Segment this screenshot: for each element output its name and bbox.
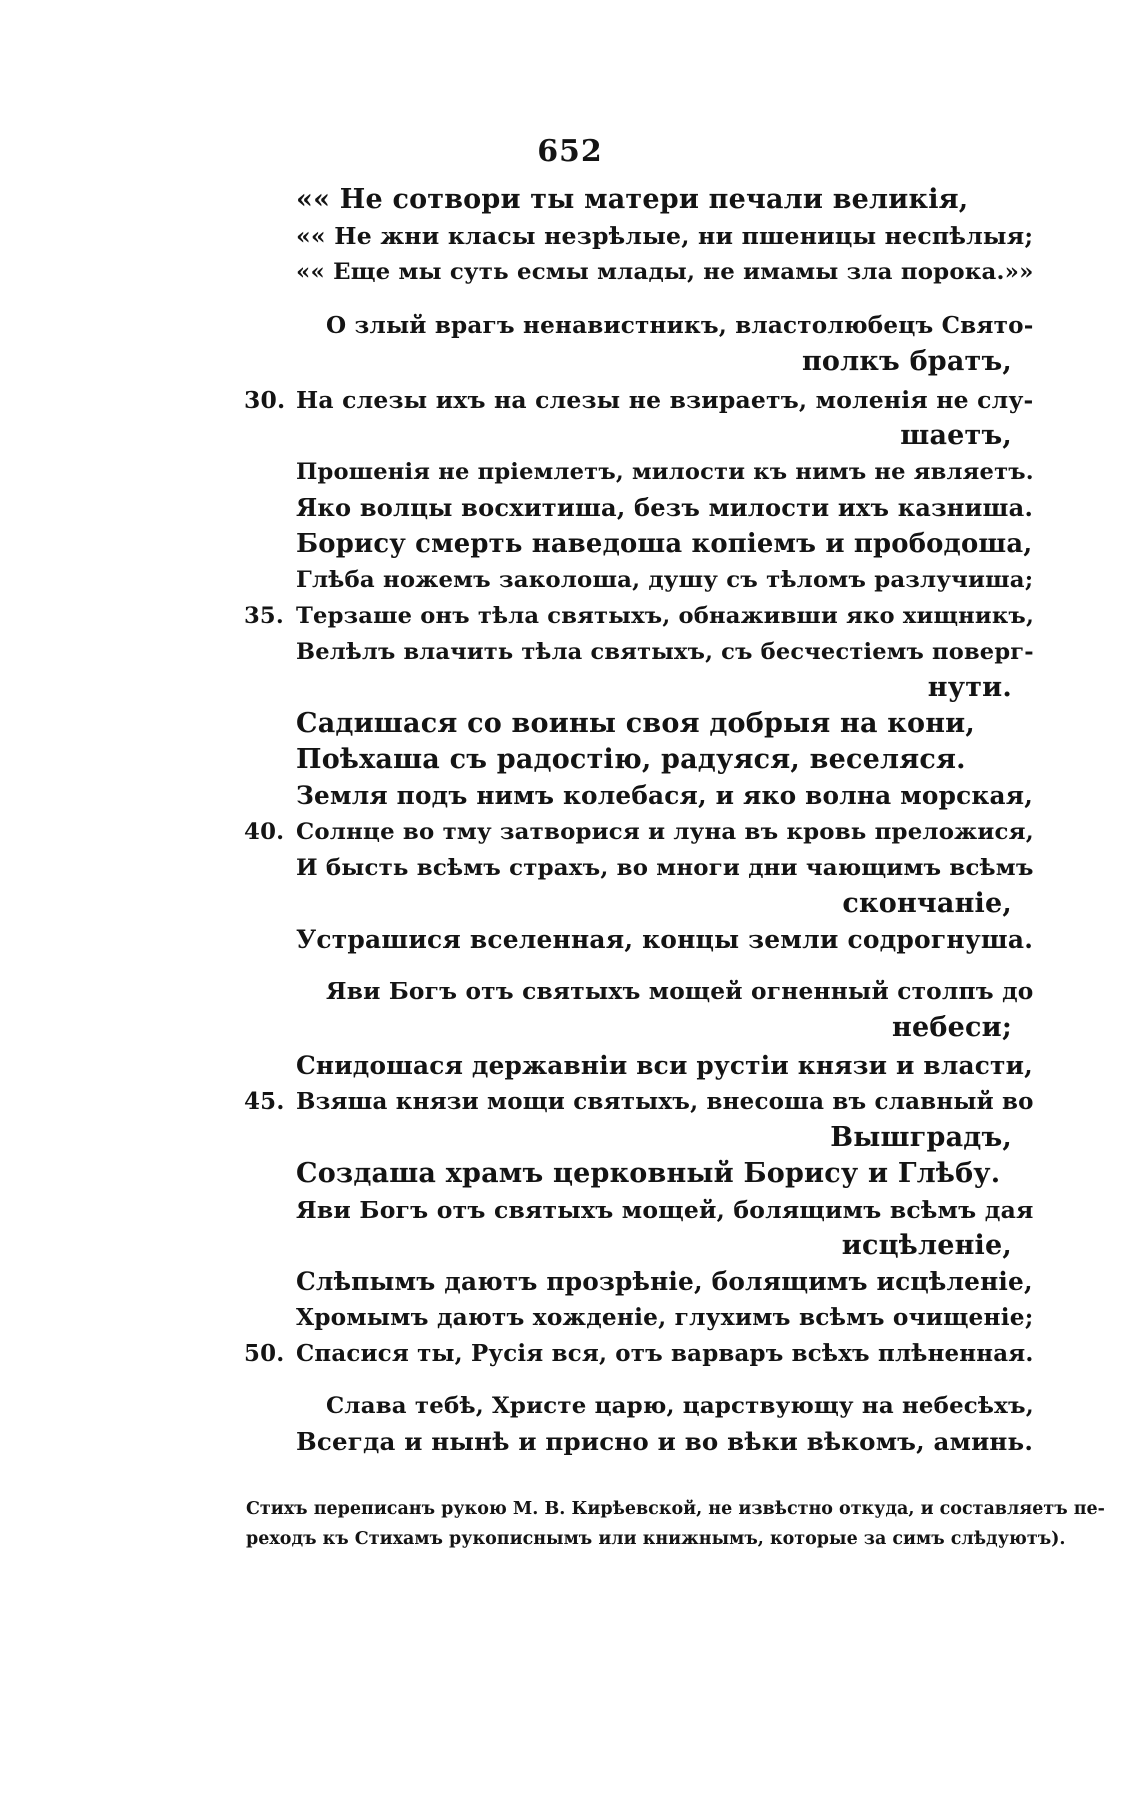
verse-line-continuation: Вышградъ,: [830, 1122, 1012, 1153]
verse-line: «« Не сотвори ты матери печали великія,: [296, 184, 969, 215]
verse-line: Глѣба ножемъ заколоша, душу съ тѣломъ разлучиша;: [296, 567, 1034, 593]
verse-line: Прошенія не пріемлетъ, милости къ нимъ не являетъ.: [296, 459, 1034, 485]
verse-line: Всегда и нынѣ и присно и во вѣки вѣкомъ, аминь.: [296, 1427, 1034, 1456]
verse-text: Солнце во тму затворися и луна въ кровь преложися,: [296, 819, 1034, 845]
verse-line-continuation: шаетъ,: [900, 420, 1012, 451]
page-number: 652: [537, 134, 603, 169]
verse-line-continuation: небеси;: [892, 1012, 1012, 1043]
verse-text: На слезы ихъ на слезы не взираетъ, моленія не слу-: [296, 386, 1034, 414]
verse-line-continuation: скончаніе,: [842, 888, 1012, 919]
verse-line-numbered: [244, 384, 1034, 416]
line-number: 35.: [244, 603, 284, 629]
verse-line: Хромымъ даютъ хожденіе, глухимъ всѣмъ очищеніе;: [296, 1304, 1034, 1331]
line-number: 40.: [244, 819, 285, 845]
verse-line: Борису смерть наведоша копіемъ и прободоша,: [296, 529, 1033, 559]
verse-line-numbered: [244, 1338, 1034, 1370]
verse-text: Взяша князи мощи святыхъ, внесоша въ славный во: [296, 1088, 1034, 1115]
verse-line: Велѣлъ влачить тѣла святыхъ, съ бесчестіемъ поверг-: [296, 639, 1034, 665]
verse-line-continuation: полкъ братъ,: [801, 346, 1012, 377]
verse-line: И бысть всѣмъ страхъ, во многи дни чающимъ всѣмъ: [296, 855, 1034, 881]
verse-line: Яко волцы восхитиша, безъ милости ихъ казниша.: [296, 493, 1034, 522]
verse-line: Поѣхаша съ радостію, радуяся, веселяся.: [296, 744, 966, 775]
footnote-line: реходъ къ Стихамъ рукописнымъ или книжнымъ, которые за симъ слѣдуютъ).: [246, 1529, 1066, 1549]
verse-line: «« Не жни класы незрѣлые, ни пшеницы неспѣлыя;: [296, 222, 1034, 250]
line-number: 30.: [244, 386, 286, 414]
verse-line: Слѣпымъ даютъ прозрѣніе, болящимъ исцѣленіе,: [296, 1267, 1033, 1296]
verse-line: Садишася со воины своя добрыя на кони,: [296, 708, 975, 739]
verse-line-continuation: исцѣленіе,: [841, 1230, 1012, 1261]
verse-line: Слава тебѣ, Христе царю, царствующу на небесѣхъ,: [326, 1393, 1034, 1419]
verse-text: Терзаше онъ тѣла святыхъ, обнаживши яко хищникъ,: [296, 603, 1035, 629]
line-number: 45.: [244, 1088, 285, 1115]
footnote-line: Стихъ переписанъ рукою М. В. Кирѣевской, не извѣстно откуда, и составляетъ пе-: [246, 1499, 1105, 1519]
verse-line: О злый врагъ ненавистникъ, властолюбецъ Свято-: [326, 312, 1034, 339]
verse-line-continuation: нути.: [927, 672, 1012, 703]
verse-text: Спасися ты, Русія вся, отъ варваръ всѣхъ плѣненная.: [296, 1340, 1034, 1367]
verse-line-numbered: [244, 600, 1035, 632]
verse-line-numbered: [244, 1086, 1034, 1118]
verse-line: Яви Богъ отъ святыхъ мощей огненный столпъ до: [326, 978, 1034, 1005]
verse-line: Создаша храмъ церковный Борису и Глѣбу.: [296, 1158, 1001, 1189]
verse-line: «« Еще мы суть есмы млады, не имамы зла порока.»»: [296, 259, 1034, 285]
verse-line: Снидошася державніи вси рустіи князи и власти,: [296, 1051, 1033, 1080]
verse-line-numbered: [244, 816, 1034, 848]
line-number: 50.: [244, 1340, 285, 1367]
verse-line: Яви Богъ отъ святыхъ мощей, болящимъ всѣмъ дая: [296, 1196, 1034, 1224]
verse-line: Устрашися вселенная, концы земли содрогнуша.: [296, 925, 1034, 954]
verse-line: Земля подъ нимъ колебася, и яко волна морская,: [296, 781, 1034, 810]
